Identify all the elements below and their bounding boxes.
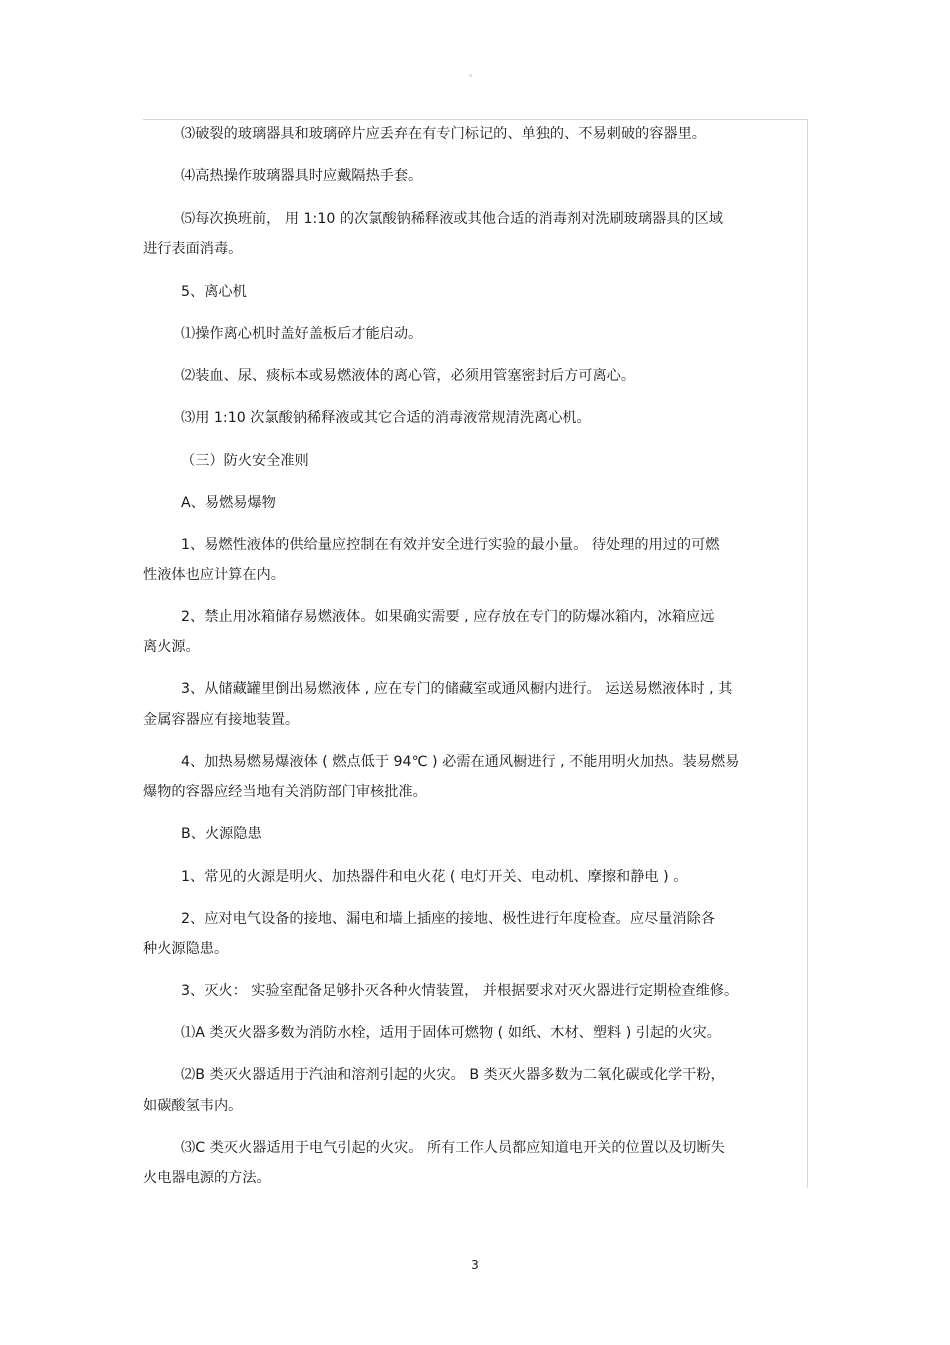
text-line: 如碳酸氢韦内。	[143, 1098, 243, 1114]
text-line: 4、加热易燃易爆液体 ( 燃点低于 94℃ ) 必需在通风橱进行 , 不能用明火加热。装易燃易	[181, 754, 740, 770]
text-line: ⑵装血、尿、痰标本或易燃液体的离心管，必须用管塞密封后方可离心。	[181, 368, 636, 384]
text-line: 性液体也应计算在内。	[143, 567, 285, 583]
page-number: 3	[471, 1258, 479, 1272]
text-line: 进行表面消毒。	[143, 241, 243, 257]
text-line: 2、禁止用冰箱储存易燃液体。如果确实需要 , 应存放在专门的防爆冰箱内，冰箱应远	[181, 609, 715, 625]
text-line: 1、常见的火源是明火、加热器件和电火花 ( 电灯开关、电动机、摩擦和静电 ) 。	[181, 869, 688, 885]
text-line: ⑶用 1:10 次氯酸钠稀释液或其它合适的消毒液常规清洗离心机。	[181, 410, 591, 426]
section-heading: 5、离心机	[181, 284, 247, 300]
subsection-heading: B、火源隐患	[181, 826, 262, 842]
text-line: ⑶破裂的玻璃器具和玻璃碎片应丢弃在有专门标记的、单独的、不易刺破的容器里。	[181, 126, 706, 142]
text-line: ⑷高热操作玻璃器具时应戴隔热手套。	[181, 168, 423, 184]
text-line: 2、应对电气设备的接地、漏电和墙上插座的接地、极性进行年度检查。应尽量消除各	[181, 911, 715, 927]
text-line: ⑴A 类灭火器多数为消防水栓，适用于固体可燃物 ( 如纸、木材、塑料 ) 引起的火灾。	[181, 1025, 721, 1041]
text-line: ⑴操作离心机时盖好盖板后才能启动。	[181, 326, 423, 342]
text-line: 3、灭火： 实验室配备足够扑灭各种火情装置， 并根据要求对灭火器进行定期检查维修。	[181, 983, 739, 999]
text-line: 3、从储藏罐里倒出易燃液体 , 应在专门的储藏室或通风橱内进行。 运送易燃液体时 , 其	[181, 681, 733, 697]
text-line: ⑵B 类灭火器适用于汽油和溶剂引起的火灾。 B 类灭火器多数为二氧化碳或化学干粉，	[181, 1067, 725, 1083]
text-line: 火电器电源的方法。	[143, 1170, 271, 1186]
text-line: 金属容器应有接地装置。	[143, 712, 300, 728]
section-heading: （三）防火安全准则	[181, 453, 309, 469]
text-line: 1、易燃性液体的供给量应控制在有效并安全进行实验的最小量。 待处理的用过的可燃	[181, 537, 720, 553]
text-line: 种火源隐患。	[143, 941, 229, 957]
text-line: ⑶C 类灭火器适用于电气引起的火灾。 所有工作人员都应知道电开关的位置以及切断失	[181, 1140, 725, 1156]
text-line: ⑸每次换班前， 用 1:10 的次氯酸钠稀释液或其他合适的消毒剂对洗刷玻璃器具的区域	[181, 211, 723, 227]
text-line: 离火源。	[143, 639, 200, 655]
header-mark: 。	[469, 69, 479, 79]
text-line: 爆物的容器应经当地有关消防部门审核批准。	[143, 784, 427, 800]
subsection-heading: A、易燃易爆物	[181, 495, 276, 511]
